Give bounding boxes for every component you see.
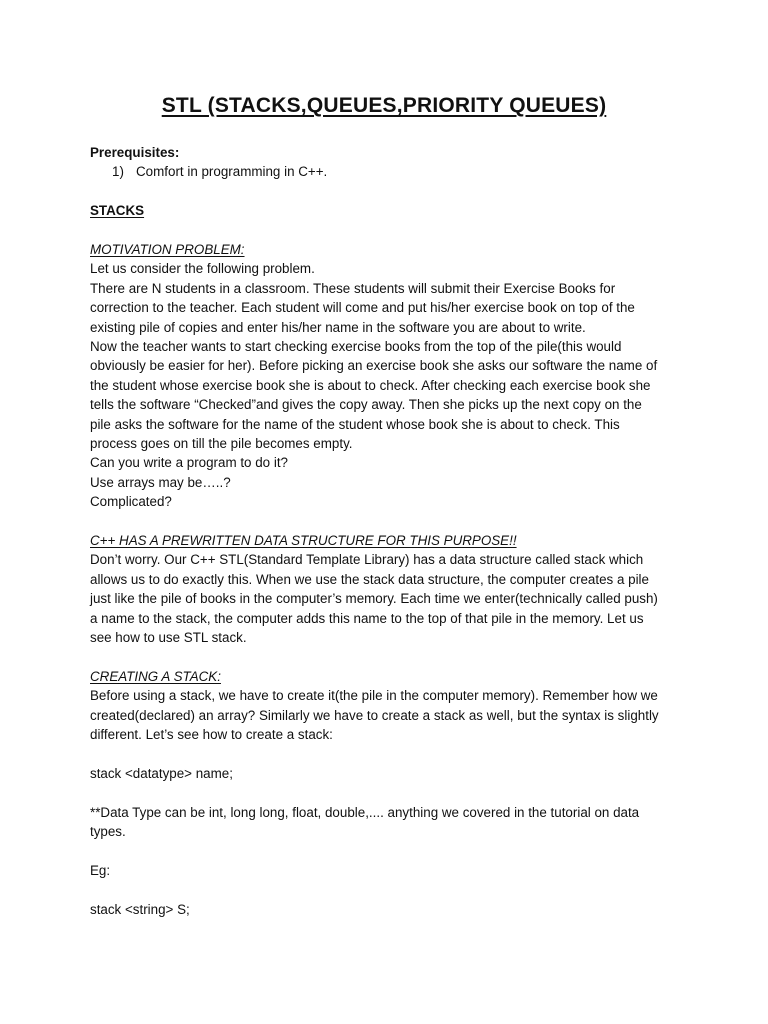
spacer bbox=[90, 880, 680, 899]
paragraph-line: pile asks the software for the name of the student whose book she is about to check. This bbox=[90, 416, 620, 432]
prewritten-heading: C++ HAS A PREWRITTEN DATA STRUCTURE FOR THIS PURPOSE!! bbox=[90, 533, 517, 549]
spacer bbox=[90, 512, 680, 531]
paragraph-line: Let us consider the following problem. bbox=[90, 261, 315, 277]
paragraph-line: just like the pile of books in the computer’s memory. Each time we enter(technically called push) bbox=[90, 591, 658, 607]
paragraph-line: existing pile of copies and enter his/her name in the software you are about to write. bbox=[90, 319, 586, 335]
paragraph-line: Use arrays may be…..? bbox=[90, 474, 231, 490]
spacer bbox=[90, 745, 680, 764]
spacer bbox=[90, 842, 680, 861]
page-title: STL (STACKS,QUEUES,PRIORITY QUEUES) bbox=[161, 94, 607, 117]
syntax-line: stack <datatype> name; bbox=[90, 765, 233, 781]
paragraph-line: allows us to do exactly this. When we use the stack data structure, the computer creates a pile bbox=[90, 571, 649, 587]
example-code: stack <string> S; bbox=[90, 901, 190, 917]
note-line: types. bbox=[90, 824, 126, 840]
spacer bbox=[90, 221, 680, 240]
paragraph-line: obviously be easier for her). Before picking an exercise book she asks our software the name of bbox=[90, 358, 658, 374]
creating-heading: CREATING A STACK: bbox=[90, 668, 221, 684]
motivation-heading: MOTIVATION PROBLEM: bbox=[90, 242, 245, 257]
document-body bbox=[90, 143, 680, 919]
paragraph-line: different. Let’s see how to create a stack: bbox=[90, 727, 333, 743]
paragraph-line: Don’t worry. Our C++ STL(Standard Template Library) has a data structure called stack which bbox=[90, 552, 644, 568]
paragraph-line: Can you write a program to do it? bbox=[90, 455, 288, 471]
paragraph-line: the student whose exercise book she is about to check. After checking each exercise book she bbox=[90, 377, 651, 393]
paragraph-line: Complicated? bbox=[90, 494, 172, 510]
spacer bbox=[90, 648, 680, 667]
prerequisites-list bbox=[90, 162, 680, 181]
paragraph-line: correction to the teacher. Each student will come and put his/her exercise book on top of the bbox=[90, 300, 635, 316]
prerequisites-heading: Prerequisites: bbox=[90, 145, 180, 160]
spacer bbox=[90, 182, 680, 201]
paragraph-line: tells the software “Checked”and gives the copy away. Then she picks up the next copy on the bbox=[90, 397, 642, 413]
spacer bbox=[90, 783, 680, 802]
paragraph-line: created(declared) an array? Similarly we have to create a stack as well, but the syntax is slightly bbox=[90, 707, 659, 723]
paragraph-line: Before using a stack, we have to create it(the pile in the computer memory). Remember how we bbox=[90, 688, 658, 704]
list-item bbox=[90, 162, 680, 181]
example-label: Eg: bbox=[90, 862, 111, 878]
paragraph-line: Now the teacher wants to start checking exercise books from the top of the pile(this would bbox=[90, 339, 622, 355]
list-item-number: 1) bbox=[112, 164, 124, 180]
list-item-text: Comfort in programming in C++. bbox=[136, 164, 328, 180]
paragraph-line: There are N students in a classroom. These students will submit their Exercise Books for bbox=[90, 280, 616, 296]
paragraph-line: a name to the stack, the computer adds this name to the top of that pile in the memory. Let us bbox=[90, 610, 644, 626]
note-line: **Data Type can be int, long long, float, double,.... anything we covered in the tutorial on data bbox=[90, 804, 640, 820]
paragraph-line: see how to use STL stack. bbox=[90, 630, 247, 646]
stacks-heading: STACKS bbox=[90, 203, 145, 219]
paragraph-line: process goes on till the pile becomes empty. bbox=[90, 436, 353, 452]
